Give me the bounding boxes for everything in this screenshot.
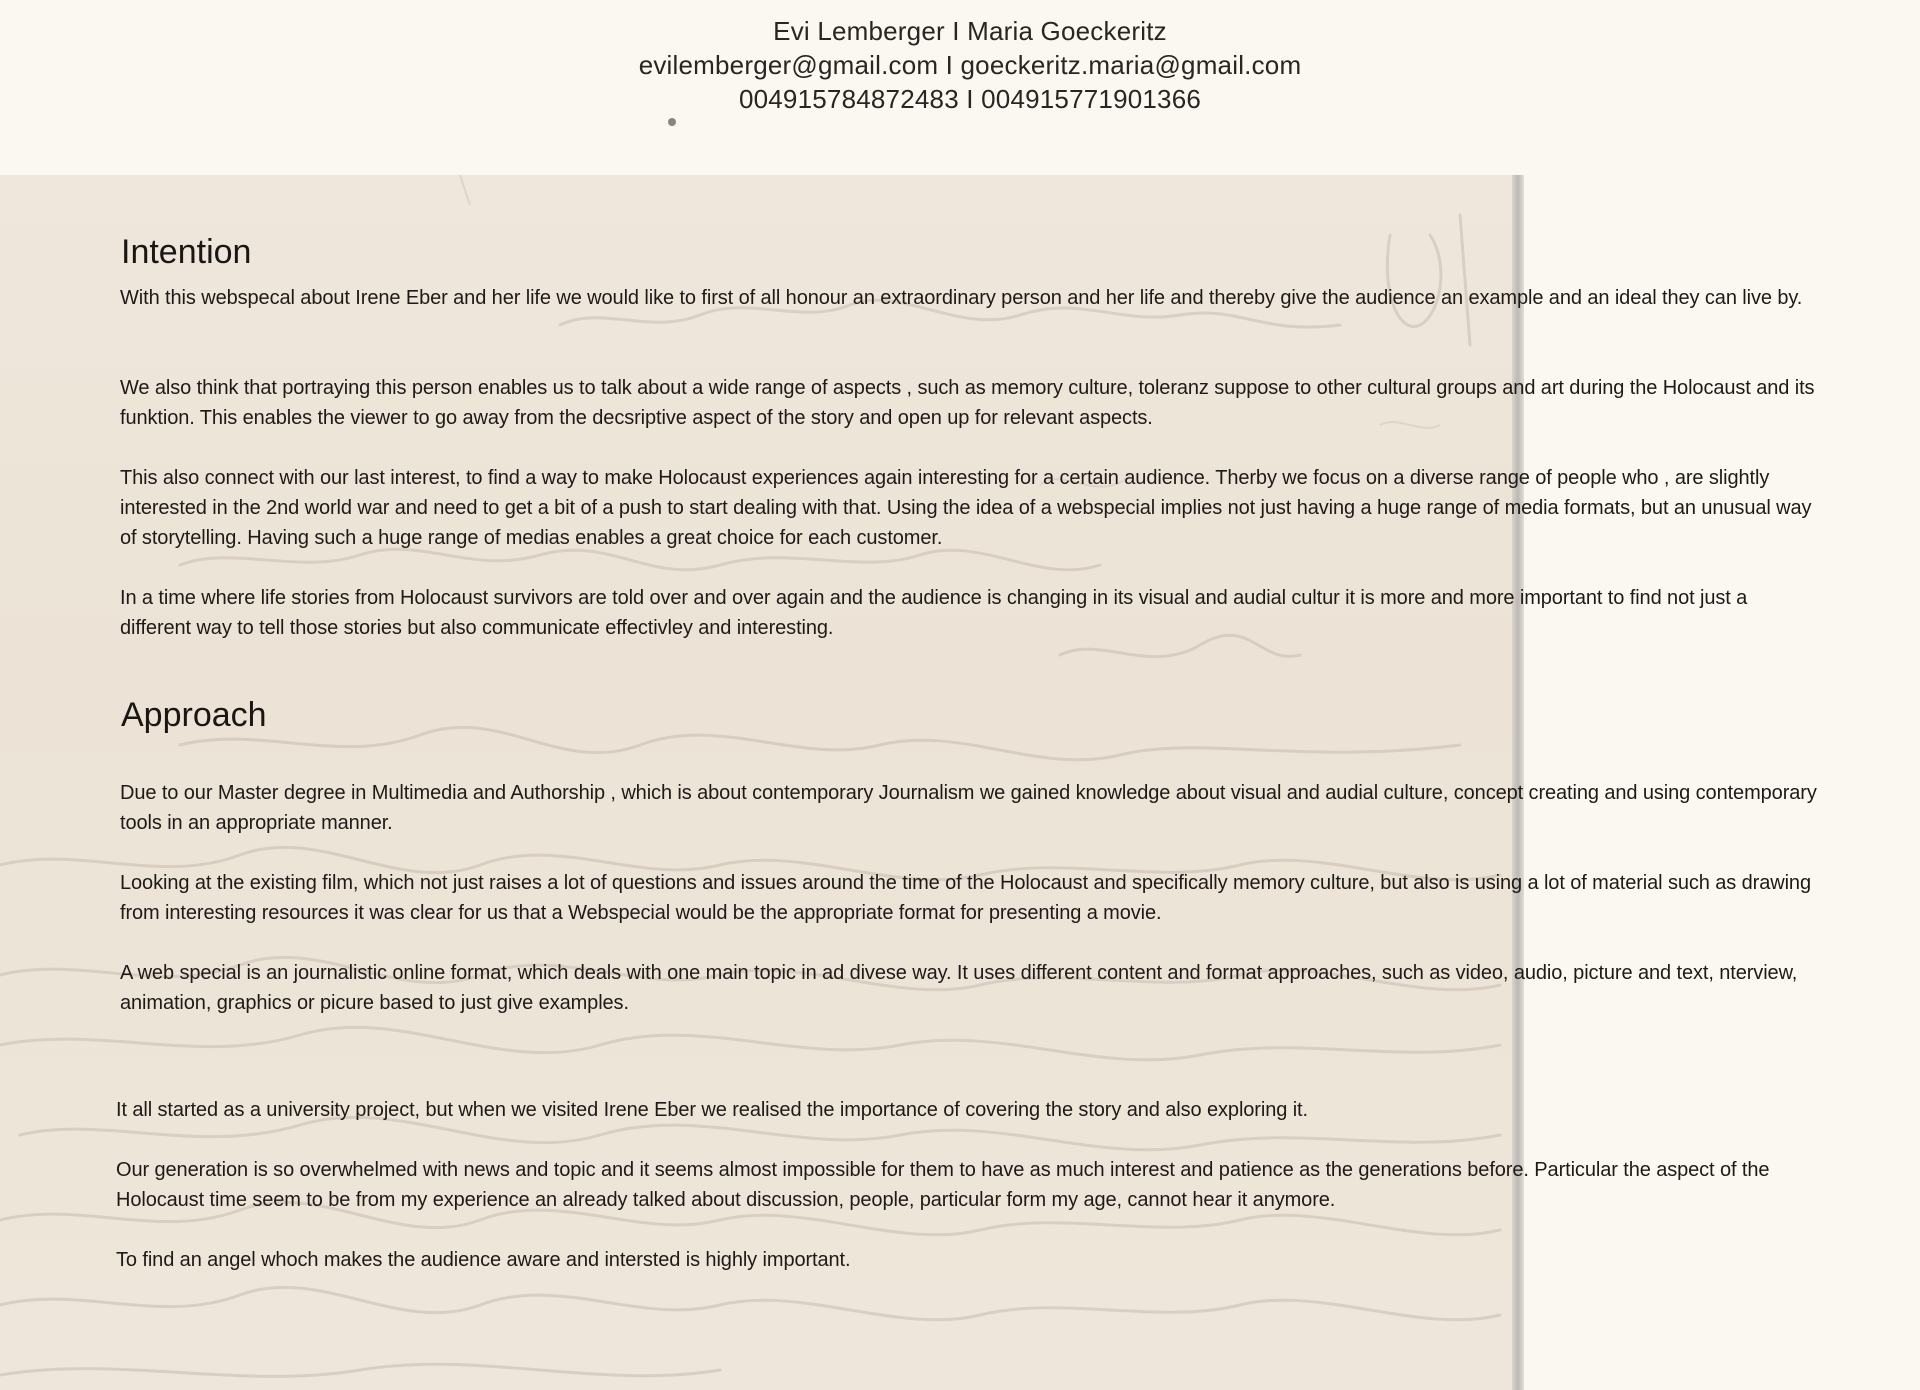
approach-paragraph-1: Due to our Master degree in Multimedia and Authorship , which is about contemporary Journalism we gained knowledge about visual and audial culture, concept creating and using contemporary tools in an appropriate manner. (120, 782, 1817, 834)
closing-paragraph-3: To find an angel whoch makes the audience aware and intersted is highly important. (116, 1249, 851, 1271)
approach-paragraph-3: A web special is an journalistic online format, which deals with one main topic in ad divese way. It uses different content and format approaches, such as video, audio, picture and text, nterview, animation, graphics or picure based to just give examples. (120, 962, 1798, 1014)
approach-heading: Approach (121, 696, 267, 734)
author-phones: 004915784872483 I 004915771901366 (738, 84, 1202, 114)
closing-paragraph-2: Our generation is so overwhelmed with news and topic and it seems almost impossible for them to have as much interest and patience as the generations before. Particular the aspect of the Holocaust time seem to be from my experience an already talked about discussion, people, particular form my age, cannot hear it anymore. (116, 1159, 1770, 1211)
intention-paragraph-4: In a time where life stories from Holocaust survivors are told over and over again and the audience is changing in its visual and audial cultur it is more and more important to find not just a different way to tell those stories but also communicate effectivley and interesting. (120, 587, 1748, 639)
intention-heading: Intention (121, 233, 252, 271)
author-emails: evilemberger@gmail.com I goeckeritz.maria@gmail.com (638, 50, 1302, 80)
intention-paragraph-1: With this webspecal about Irene Eber and her life we would like to first of all honour an extraordinary person and her life and thereby give the audience an example and an ideal they can live by. (120, 287, 1803, 309)
intention-paragraph-3: This also connect with our last interest, to find a way to make Holocaust experiences again interesting for a certain audience. Therby we focus on a diverse range of people who , are slightly interested in the 2nd world war and need to get a bit of a push to start dealing with that. Using the idea of a webspecial implies not just having a huge range of media formats, but an unusual way of storytelling. Having such a huge range of medias enables a great choice for each customer. (120, 467, 1812, 549)
closing-paragraph-1: It all started as a university project, but when we visited Irene Eber we realised the importance of covering the story and also exploring it. (116, 1099, 1308, 1121)
intention-paragraph-2: We also think that portraying this person enables us to talk about a wide range of aspects , such as memory culture, toleranz suppose to other cultural groups and art during the Holocaust and its funktion. This enables the viewer to go away from the decsriptive aspect of the story and open up for relevant aspects. (120, 377, 1815, 429)
approach-paragraph-2: Looking at the existing film, which not just raises a lot of questions and issues around the time of the Holocaust and specifically memory culture, but also is using a lot of material such as drawing from interesting resources it was clear for us that a Webspecial would be the appropriate format for presenting a movie. (120, 872, 1811, 924)
author-names: Evi Lemberger I Maria Goeckeritz (773, 16, 1167, 46)
